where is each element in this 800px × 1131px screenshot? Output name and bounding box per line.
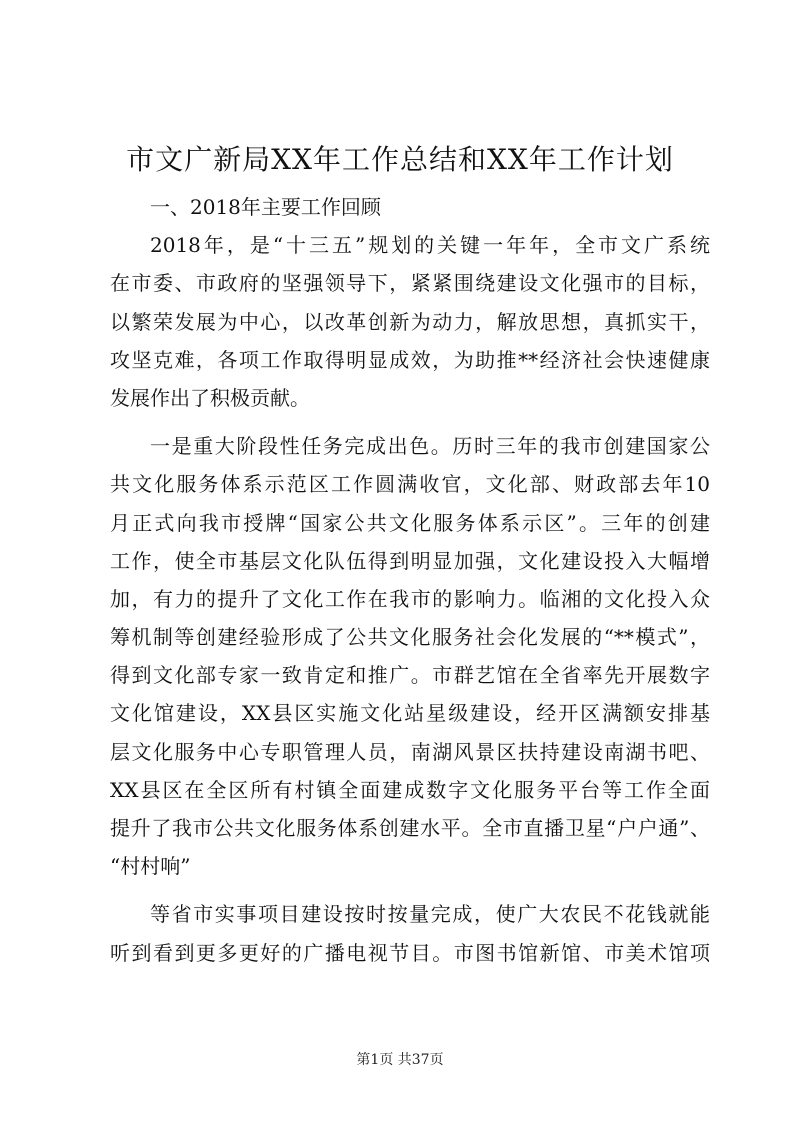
text-line: 文化馆建设，XX县区实施文化站星级建设，经开区满额安排基 — [110, 701, 710, 726]
text-line: 发展作出了积极贡献。 — [110, 385, 310, 410]
text-line: XX县区在全区所有村镇全面建成数字文化服务平台等工作全面 — [110, 777, 710, 802]
section-heading: 一、2018年主要工作回顾 — [150, 195, 381, 219]
paragraph-3 — [110, 895, 710, 971]
text-line: 共文化服务体系示范区工作圆满收官，文化部、财政部去年10 — [110, 472, 710, 497]
text-line: 得到文化部专家一致肯定和推广。市群艺馆在全省率先开展数字 — [110, 663, 710, 688]
document-body — [110, 188, 710, 972]
text-line: 加，有力的提升了文化工作在我市的影响力。临湘的文化投入众 — [110, 586, 710, 611]
text-line: 月正式向我市授牌“国家公共文化服务体系示区”。三年的创建 — [110, 510, 710, 535]
text-line: 等省市实事项目建设按时按量完成，使广大农民不花钱就能 — [150, 902, 710, 927]
text-line: 以繁荣发展为中心，以改革创新为动力，解放思想，真抓实干， — [110, 309, 710, 334]
text-line: 攻坚克难，各项工作取得明显成效，为助推**经济社会快速健康 — [110, 347, 710, 372]
paragraph-1 — [110, 226, 710, 417]
text-line: 听到看到更多更好的广播电视节目。市图书馆新馆、市美术馆项 — [110, 940, 710, 965]
text-line: 筹机制等创建经验形成了公共文化服务社会化发展的“**模式”， — [110, 625, 710, 650]
text-line: “村村响” — [110, 854, 191, 879]
text-line: 在市委、市政府的坚强领导下，紧紧围绕建设文化强市的目标， — [110, 271, 710, 296]
paragraph-spacer — [110, 885, 710, 895]
page-number-footer: 第1页 共37页 — [356, 1052, 444, 1068]
paragraph-2 — [110, 427, 710, 885]
text-line: 2018年，是“十三五”规划的关键一年年，全市文广系统 — [150, 233, 710, 258]
text-line: 一是重大阶段性任务完成出色。历时三年的我市创建国家公 — [150, 434, 710, 459]
text-line: 层文化服务中心专职管理人员，南湖风景区扶持建设南湖书吧、 — [110, 739, 710, 764]
text-line: 提升了我市公共文化服务体系创建水平。全市直播卫星“户户通”、 — [110, 816, 710, 840]
paragraph-spacer — [110, 417, 710, 427]
text-line: 工作，使全市基层文化队伍得到明显加强，文化建设投入大幅增 — [110, 548, 710, 573]
document-title: 市文广新局XX年工作总结和XX年工作计划 — [126, 143, 674, 176]
